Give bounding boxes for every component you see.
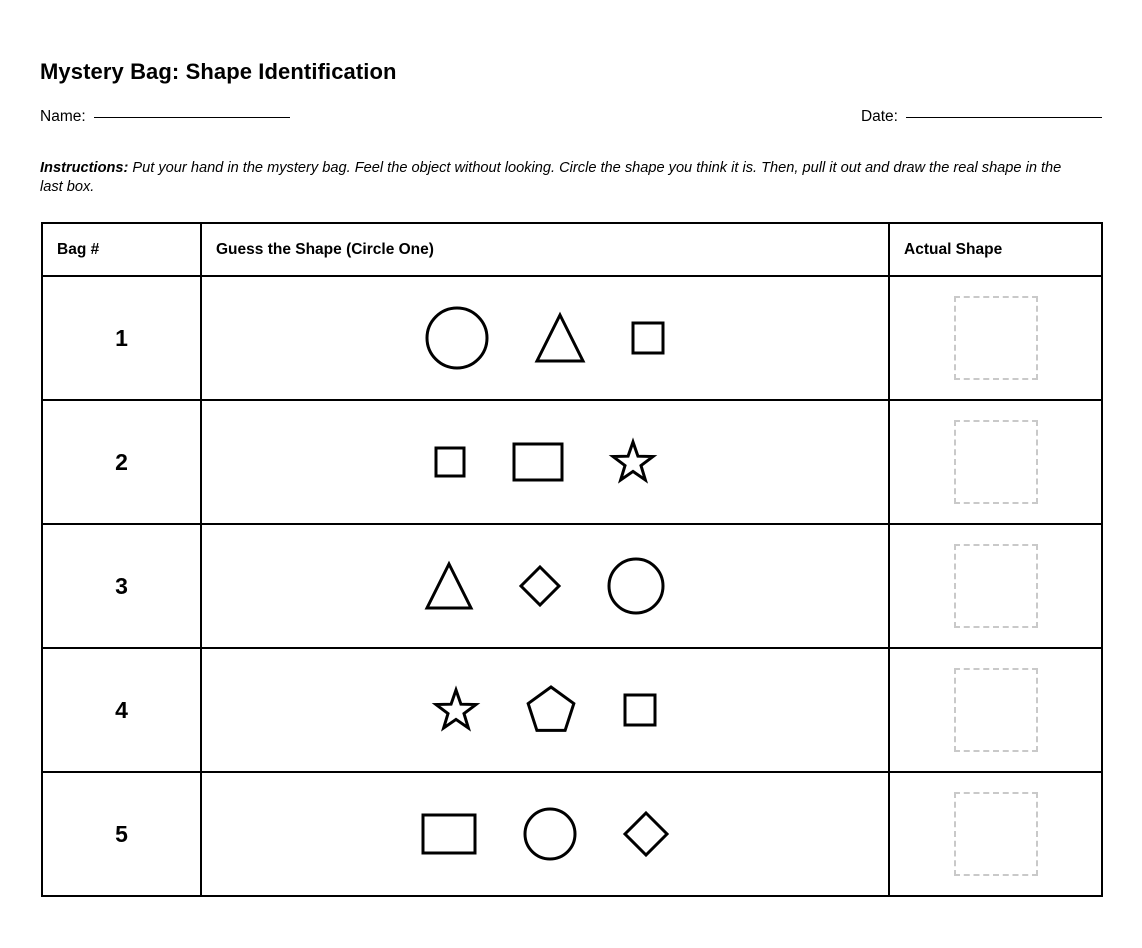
guess-shapes-cell — [201, 400, 889, 524]
shape-identification-table — [41, 222, 1103, 897]
column-header-bag: Bag # — [42, 223, 201, 276]
name-field-group — [40, 107, 290, 127]
star-icon[interactable] — [431, 685, 481, 735]
actual-shape-cell — [889, 400, 1102, 524]
guess-shapes-cell — [201, 276, 889, 400]
column-header-guess: Guess the Shape (Circle One) — [201, 223, 889, 276]
guess-shapes-cell — [201, 772, 889, 896]
table-header — [42, 223, 1102, 276]
student-fields — [40, 107, 1102, 133]
shape-options — [202, 401, 888, 523]
guess-shapes-cell — [201, 524, 889, 648]
rectangle-icon[interactable] — [419, 811, 479, 857]
shape-options — [202, 649, 888, 771]
star-icon[interactable] — [608, 437, 658, 487]
actual-shape-cell — [889, 772, 1102, 896]
table-row — [42, 524, 1102, 648]
page-title: Mystery Bag: Shape Identification — [40, 59, 397, 84]
guess-shapes-cell — [201, 648, 889, 772]
date-label: Date: — [860, 108, 898, 125]
bag-number-cell: 5 — [42, 772, 201, 896]
date-field-group — [861, 107, 1102, 127]
table-row — [42, 276, 1102, 400]
circle-icon[interactable] — [423, 304, 491, 372]
draw-shape-box[interactable] — [954, 420, 1038, 504]
actual-shape-cell — [889, 276, 1102, 400]
triangle-icon[interactable] — [533, 311, 587, 365]
table-header-row — [42, 223, 1102, 276]
shape-options — [202, 277, 888, 399]
diamond-icon[interactable] — [621, 809, 671, 859]
bag-number-cell: 2 — [42, 400, 201, 524]
diamond-icon[interactable] — [517, 563, 563, 609]
instructions-label: Instructions: — [40, 160, 129, 176]
column-header-actual: Actual Shape — [889, 223, 1102, 276]
name-input-line[interactable] — [94, 117, 290, 118]
square-icon[interactable] — [621, 691, 659, 729]
triangle-icon[interactable] — [423, 560, 475, 612]
rectangle-icon[interactable] — [510, 440, 566, 484]
date-input-line[interactable] — [906, 117, 1102, 118]
actual-shape-cell — [889, 524, 1102, 648]
actual-shape-cell — [889, 648, 1102, 772]
shape-options — [202, 773, 888, 895]
square-icon[interactable] — [432, 444, 468, 480]
table-row — [42, 648, 1102, 772]
table-body — [42, 276, 1102, 896]
circle-icon[interactable] — [521, 805, 579, 863]
name-label: Name: — [40, 108, 86, 125]
draw-shape-box[interactable] — [954, 668, 1038, 752]
draw-shape-box[interactable] — [954, 792, 1038, 876]
pentagon-icon[interactable] — [523, 682, 579, 738]
instructions-block — [40, 159, 1076, 197]
draw-shape-box[interactable] — [954, 544, 1038, 628]
instructions-text: Put your hand in the mystery bag. Feel the object without looking. Circle the shape you think it is. Then, pull it out and draw the real shape in the last box. — [40, 160, 1062, 195]
shape-options — [202, 525, 888, 647]
bag-number-cell: 3 — [42, 524, 201, 648]
square-icon[interactable] — [629, 319, 667, 357]
draw-shape-box[interactable] — [954, 296, 1038, 380]
bag-number-cell: 4 — [42, 648, 201, 772]
table-row — [42, 400, 1102, 524]
circle-icon[interactable] — [605, 555, 667, 617]
table-row — [42, 772, 1102, 896]
bag-number-cell: 1 — [42, 276, 201, 400]
